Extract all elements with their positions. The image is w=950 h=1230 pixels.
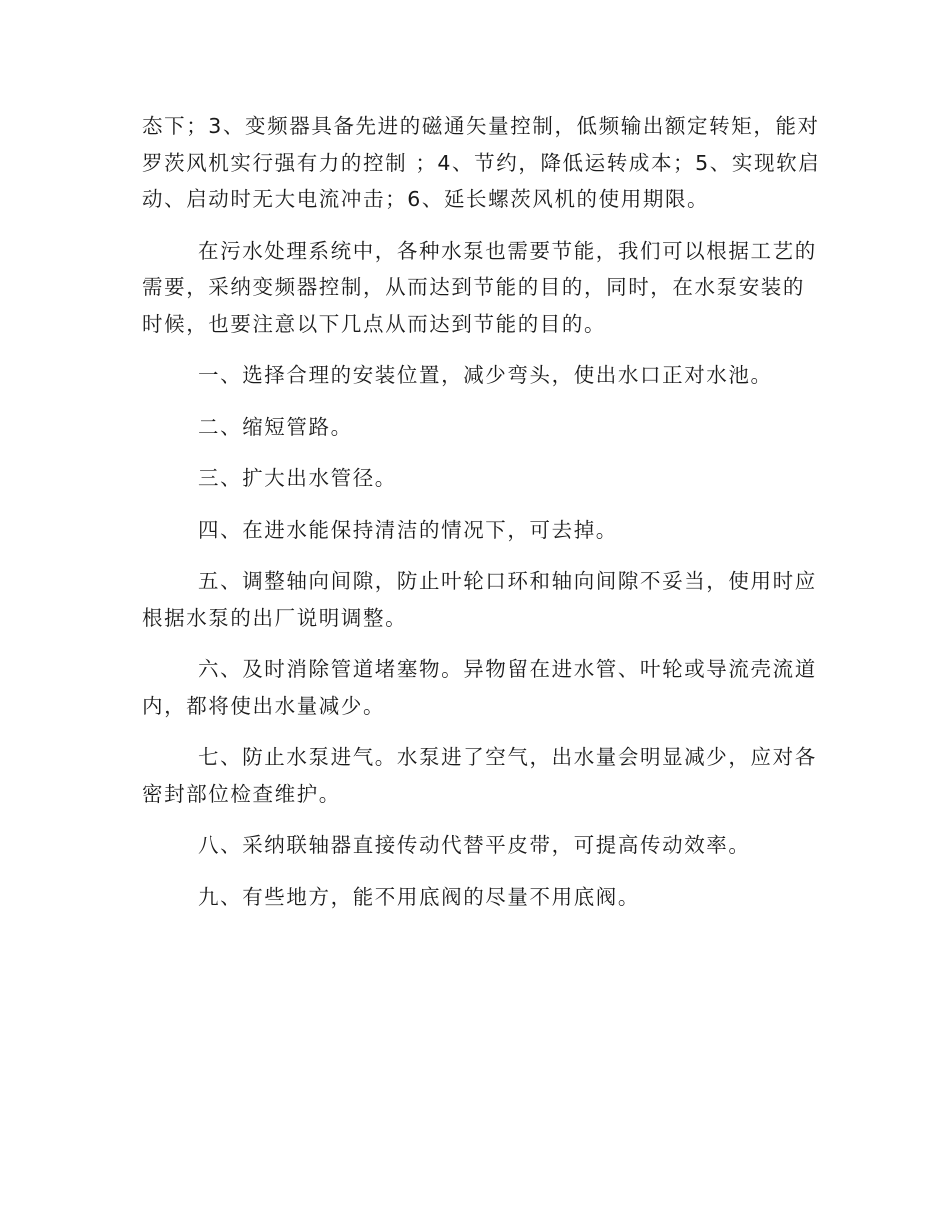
text-line: 三、扩大出水管径。 [198,466,397,490]
text-line: 密封部位检查维护。 [142,781,341,806]
text-line: 五、调整轴向间隙，防止叶轮口环和轴向间隙不妥当，使用时应 [198,569,817,593]
text-line: 时候，也要注意以下几点从而达到节能的目的。 [142,311,607,336]
text-line: 九、有些地方，能不用底阀的尽量不用底阀。 [198,884,640,909]
text-line: 态下；3、变频器具备先进的磁通矢量控制，低频输出额定转矩，能对 [142,114,820,138]
paragraph-pump-energy-saving [142,233,817,343]
document-body [142,108,821,915]
text-line: 二、缩短管路。 [198,414,353,439]
list-item-4 [142,512,814,549]
text-line: 罗茨风机实行强有力的控制 ；4、节约，降低运转成本；5、实现软启 [142,150,821,175]
text-line: 六、及时消除管道堵塞物。异物留在进水管、叶轮或导流壳流道 [198,657,817,681]
list-item-8 [142,827,814,864]
text-line: 一、选择合理的安装位置，减少弯头，使出水口正对水池。 [198,363,773,387]
text-line: 内，都将使出水量减少。 [142,693,386,718]
list-item-9 [142,879,814,916]
text-line: 动、启动时无大电流冲击；6、延长螺茨风机的使用期限。 [142,187,710,211]
text-line: 七、防止水泵进气。水泵进了空气，出水量会明显减少，应对各 [198,745,817,769]
text-line: 根据水泵的出厂说明调整。 [142,605,408,630]
text-line: 四、在进水能保持清洁的情况下，可去掉。 [198,517,618,542]
list-item-1 [142,357,814,394]
list-item-3 [142,460,814,497]
list-item-6 [142,651,817,724]
paragraph-vfd-benefits [142,108,821,218]
text-line: 在污水处理系统中，各种水泵也需要节能，我们可以根据工艺的 [198,238,817,263]
text-line: 八、采纳联轴器直接传动代替平皮带，可提高传动效率。 [198,833,751,857]
text-line: 需要，采纳变频器控制，从而达到节能的目的，同时，在水泵安装的 [142,275,805,299]
list-item-7 [142,739,817,812]
list-item-2 [142,409,814,446]
list-item-5 [142,563,817,636]
